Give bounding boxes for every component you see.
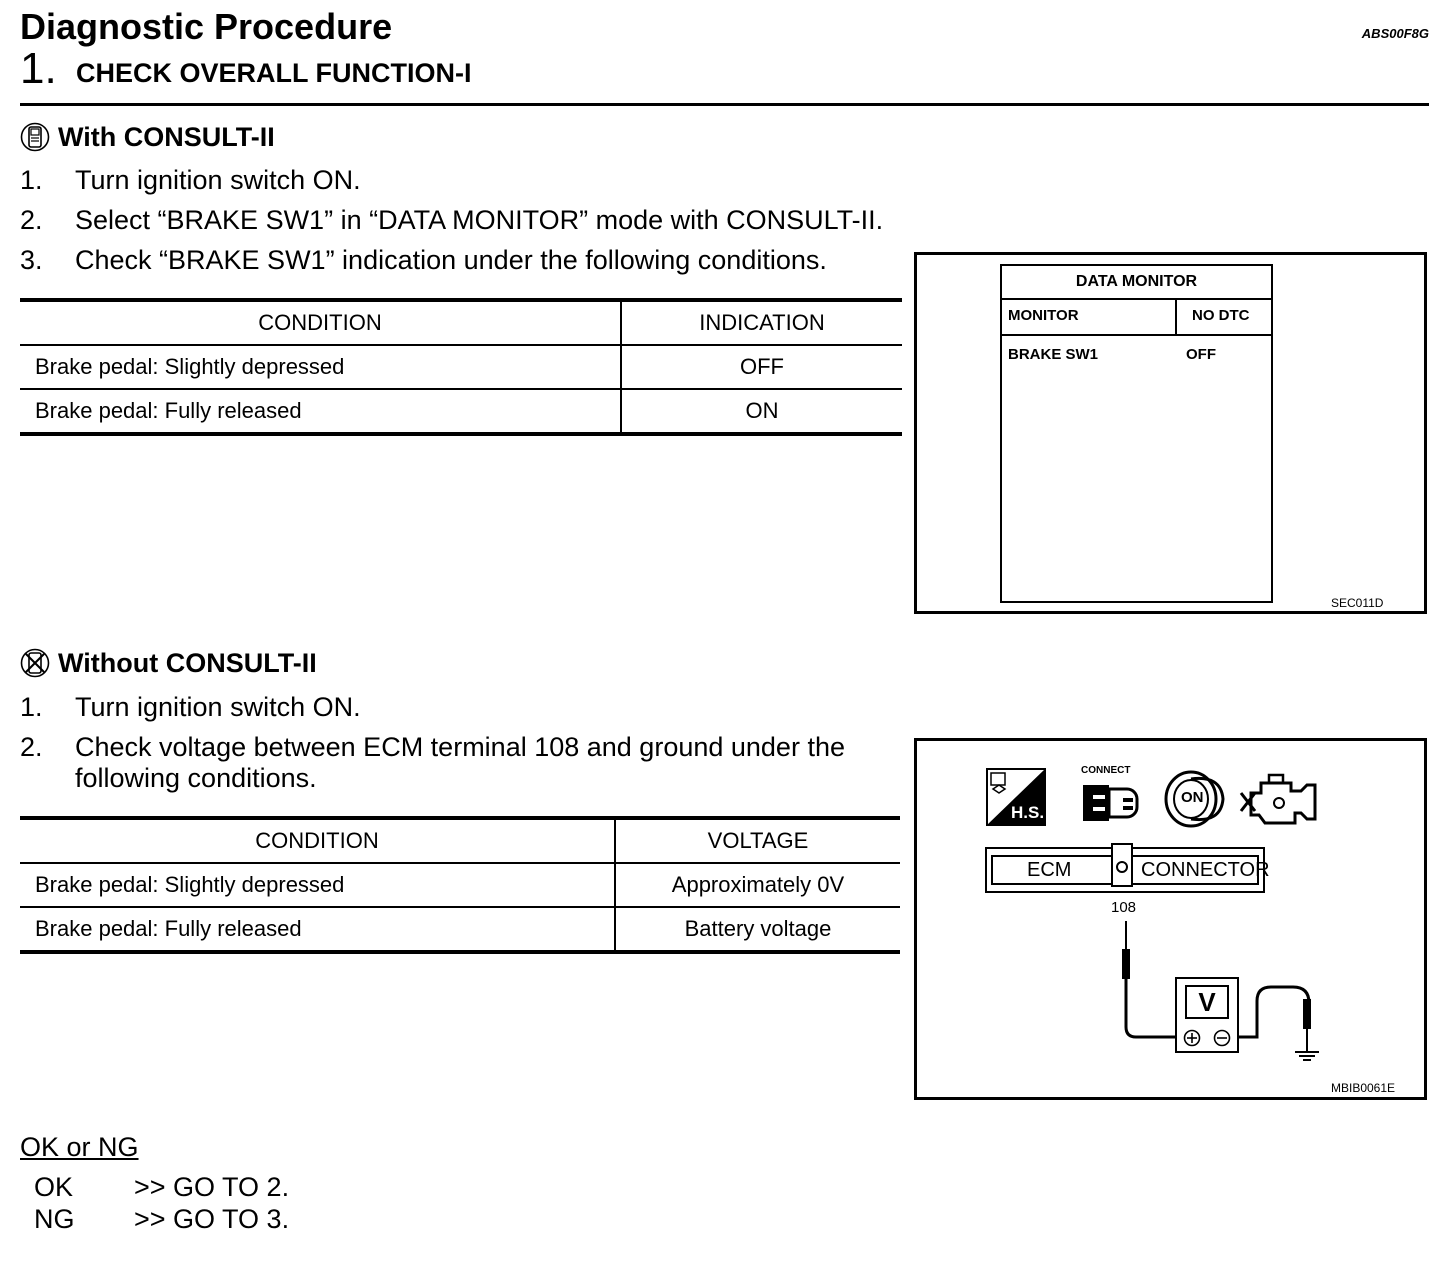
voltage-condition-table bbox=[20, 816, 900, 954]
step-title: CHECK OVERALL FUNCTION-I bbox=[76, 58, 472, 88]
data-monitor-figure bbox=[914, 252, 1427, 614]
result-ng-action: >> GO TO 3. bbox=[134, 1204, 290, 1234]
table-cell: Brake pedal: Fully released bbox=[20, 389, 621, 434]
terminal-number: 108 bbox=[1111, 899, 1137, 916]
table-cell: Brake pedal: Slightly depressed bbox=[20, 345, 621, 389]
screen-column-header bbox=[1002, 298, 1271, 336]
no-consult-heading-text: Without CONSULT-II bbox=[58, 648, 317, 678]
table-cell: Brake pedal: Fully released bbox=[20, 907, 615, 952]
monitor-item-value: OFF bbox=[1186, 346, 1216, 363]
header-divider bbox=[20, 103, 1429, 106]
consult-heading bbox=[20, 122, 275, 153]
screen-title: DATA MONITOR bbox=[1002, 266, 1271, 300]
no-consult-tester-icon bbox=[20, 648, 50, 678]
consult-screen bbox=[1000, 264, 1273, 603]
page-title: Diagnostic Procedure bbox=[20, 6, 393, 47]
result-heading: OK or NG bbox=[20, 1132, 139, 1162]
table-header: VOLTAGE bbox=[615, 818, 900, 863]
ecm-label: ECM bbox=[1027, 859, 1072, 881]
consult-step-3: 3. Check “BRAKE SW1” indication under the following conditions. bbox=[20, 245, 827, 275]
consult-tester-icon bbox=[20, 122, 50, 152]
table-row bbox=[20, 907, 900, 952]
table-header: CONDITION bbox=[20, 818, 615, 863]
table-header: INDICATION bbox=[621, 300, 902, 345]
hs-label: H.S. bbox=[1011, 803, 1045, 822]
table-cell: Brake pedal: Slightly depressed bbox=[20, 863, 615, 907]
no-consult-step-2: 2. Check voltage between ECM terminal 108 and ground under the following conditions. bbox=[20, 732, 845, 793]
figure-code: MBIB0061E bbox=[1331, 1081, 1396, 1095]
negative-terminal-icon bbox=[1213, 1029, 1231, 1047]
column-divider bbox=[1175, 298, 1177, 334]
monitor-item-name: BRAKE SW1 bbox=[1008, 346, 1099, 363]
step-number: 1. bbox=[20, 44, 57, 93]
consult-condition-table bbox=[20, 298, 902, 436]
voltmeter-display: V bbox=[1185, 985, 1229, 1019]
voltmeter bbox=[1175, 977, 1239, 1053]
positive-terminal-icon bbox=[1183, 1029, 1201, 1047]
no-consult-step-1: 1. Turn ignition switch ON. bbox=[20, 692, 361, 722]
result-ng-status: NG bbox=[34, 1204, 75, 1234]
table-row bbox=[20, 863, 900, 907]
connector-label: CONNECTOR bbox=[1141, 859, 1270, 881]
result-ok-action: >> GO TO 2. bbox=[134, 1172, 290, 1202]
consult-heading-text: With CONSULT-II bbox=[58, 122, 275, 152]
table-header: CONDITION bbox=[20, 300, 621, 345]
table-row bbox=[20, 389, 902, 434]
connect-icon: CONNECT bbox=[1079, 765, 1141, 829]
table-row bbox=[20, 345, 902, 389]
figure-code: SEC011D bbox=[1331, 596, 1384, 610]
table-cell: ON bbox=[621, 389, 902, 434]
table-cell: Approximately 0V bbox=[615, 863, 900, 907]
table-cell: OFF bbox=[621, 345, 902, 389]
status-column-label: NO DTC bbox=[1192, 307, 1250, 324]
ignition-on-icon: ON bbox=[1163, 769, 1227, 829]
consult-step-1: 1. Turn ignition switch ON. bbox=[20, 165, 361, 195]
no-consult-heading bbox=[20, 648, 317, 679]
result-ok-status: OK bbox=[34, 1172, 74, 1202]
probe-wiring bbox=[917, 741, 1424, 1097]
monitor-column-label: MONITOR bbox=[1008, 307, 1079, 324]
table-cell: Battery voltage bbox=[615, 907, 900, 952]
document-code: ABS00F8G bbox=[1361, 26, 1429, 41]
ecm-voltage-figure bbox=[914, 738, 1427, 1100]
consult-step-2: 2. Select “BRAKE SW1” in “DATA MONITOR” mode with CONSULT-II. bbox=[20, 205, 884, 235]
